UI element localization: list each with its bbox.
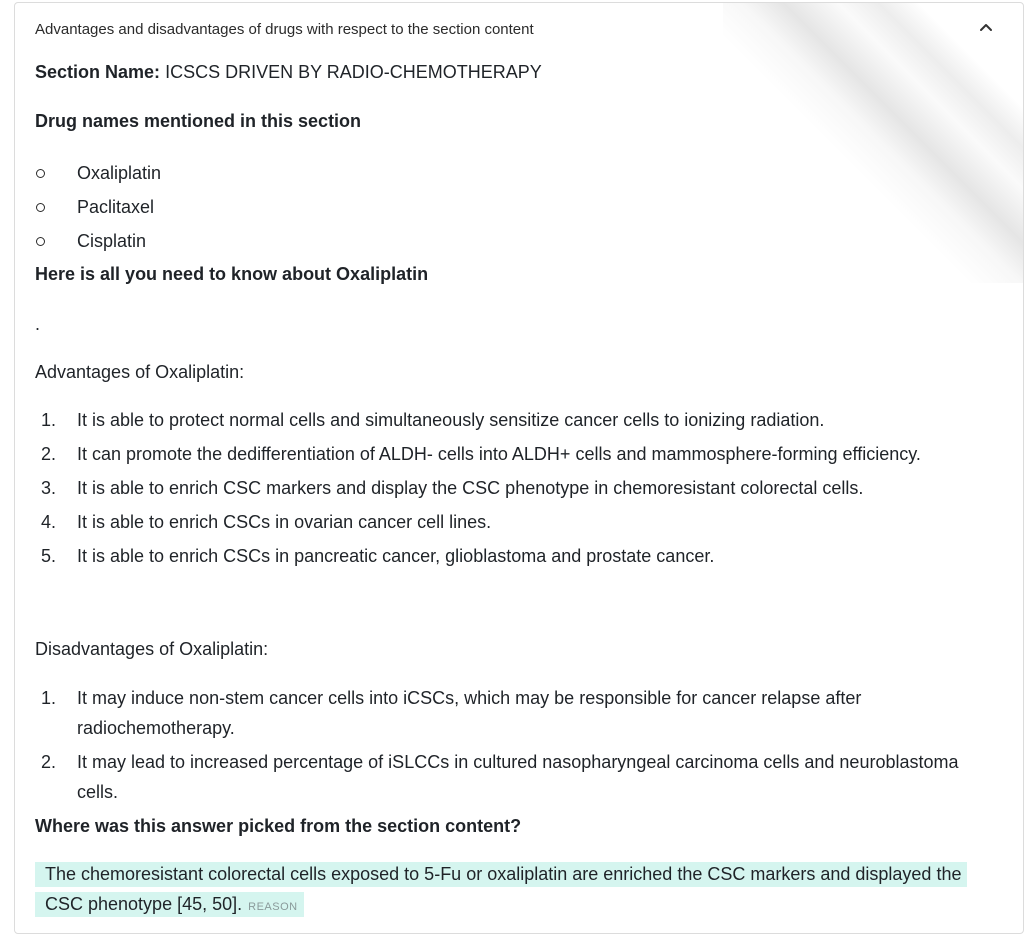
highlighted-text: The chemoresistant colorectal cells exposed to 5-Fu or oxaliplatin are enriched the CSC markers and displayed the CSC phenotype [45, 50]. REASON [35, 862, 967, 917]
advantages-heading: Advantages of Oxaliplatin: [35, 362, 245, 382]
disadvantages-heading: Disadvantages of Oxaliplatin: [35, 639, 269, 659]
source-excerpt [35, 859, 965, 922]
reason-tag[interactable]: REASON [248, 901, 298, 913]
list-item: Cisplatin [15, 224, 161, 258]
list-item: 5. It is able to enrich CSCs in pancreatic cancer, glioblastoma and prostate cancer. [41, 546, 715, 566]
list-item: 2. It can promote the dedifferentiation of ALDH- cells into ALDH+ cells and mammosphere-forming efficiency. [41, 444, 921, 464]
list-item: Paclitaxel [15, 190, 161, 224]
source-heading: Where was this answer picked from the section content? [35, 816, 522, 836]
advantages-list [15, 405, 987, 575]
advantages-panel [14, 2, 1024, 934]
list-item: 2. It may lead to increased percentage of iSLCCs in cultured nasopharyngeal carcinoma cells and neuroblastoma cells. [41, 752, 959, 802]
drug-list [15, 156, 161, 258]
separator-dot: . [35, 314, 41, 334]
section-name-value: ICSCS DRIVEN BY RADIO-CHEMOTHERAPY [165, 62, 542, 82]
bullet-icon [36, 169, 45, 178]
screen-glare [723, 2, 1024, 283]
list-item: 3. It is able to enrich CSC markers and display the CSC phenotype in chemoresistant colorectal cells. [41, 478, 864, 498]
list-item: 1. It is able to protect normal cells and simultaneously sensitize cancer cells to ionizing radiation. [41, 410, 825, 430]
drug-names-heading: Drug names mentioned in this section [35, 111, 362, 131]
bullet-icon [36, 237, 45, 246]
about-heading: Here is all you need to know about Oxaliplatin [35, 264, 429, 284]
section-name-line [35, 57, 542, 87]
disadvantages-list [15, 683, 987, 811]
list-item: Oxaliplatin [15, 156, 161, 190]
section-name-label: Section Name: [35, 62, 161, 82]
chevron-up-icon[interactable] [977, 19, 995, 37]
bullet-icon [36, 203, 45, 212]
list-item: 4. It is able to enrich CSCs in ovarian cancer cell lines. [41, 512, 492, 532]
list-item: 1. It may induce non-stem cancer cells into iCSCs, which may be responsible for cancer relapse after radiochemotherapy. [41, 688, 862, 738]
panel-header: Advantages and disadvantages of drugs with respect to the section content [35, 21, 534, 38]
